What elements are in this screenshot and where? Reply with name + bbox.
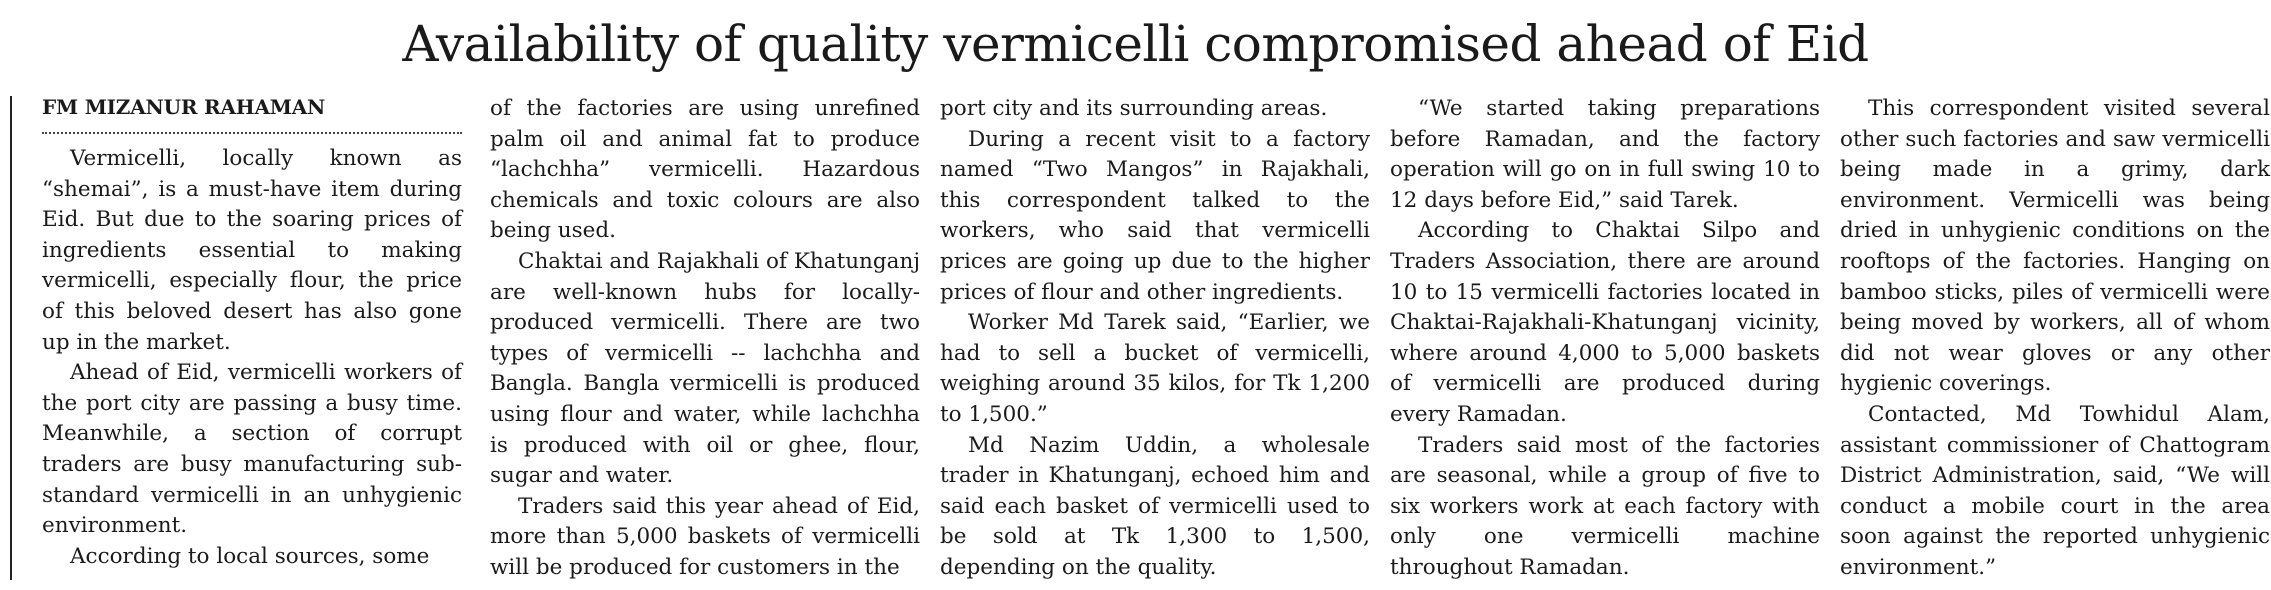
paragraph: Traders said most of the factories are seasonal, while a group of five to six workers work at each factory with only one vermicelli machine throughout Ramadan. bbox=[1390, 432, 1820, 580]
headline: Availability of quality vermicelli compromised ahead of Eid bbox=[402, 15, 1869, 73]
paragraph: Ahead of Eid, vermicelli workers of the port city are passing a busy time. Meanwhile, a section of corrupt traders are busy manufacturing sub-standard vermicelli in an unhygienic environment. bbox=[42, 360, 462, 539]
byline: FM MIZANUR RAHAMAN bbox=[42, 94, 462, 134]
paragraph: Worker Md Tarek said, “Earlier, we had to sell a bucket of vermicelli, weighing around 35 kilos, for Tk 1,200 to 1,500.” bbox=[940, 310, 1370, 427]
paragraph: Chaktai and Rajakhali of Khatunganj are well-known hubs for locally-produced vermicelli. There are two types of vermicelli -- lachchha and Bangla. Bangla vermicelli is produced using flour and water, while lachchha is produced with oil or ghee, flour, sugar and water. bbox=[490, 248, 920, 489]
article-column-4 bbox=[1390, 94, 1820, 584]
paragraph-continuation: port city and its surrounding areas. bbox=[940, 96, 1328, 121]
paragraph: Vermicelli, locally known as “shemai”, is a must-have item during Eid. But due to the soaring prices of ingredients essential to making vermicelli, especially flour, the price of this beloved desert has also gone up in the market. bbox=[42, 146, 462, 355]
article-column-1 bbox=[42, 94, 462, 572]
article-column-3 bbox=[940, 94, 1370, 584]
paragraph: Contacted, Md Towhidul Alam, assistant commissioner of Chattogram District Administration, said, “We will conduct a mobile court in the area soon against the reported unhygienic environment.” bbox=[1840, 401, 2270, 580]
paragraph: This correspondent visited several other such factories and saw vermicelli being made in a grimy, dark environment. Vermicelli was being dried in unhygienic conditions on the rooftops of the factories. Hanging on bamboo sticks, piles of vermicelli were being moved by workers, all of whom did not wear gloves or any other hygienic coverings. bbox=[1840, 96, 2270, 397]
paragraph: According to local sources, some bbox=[70, 543, 430, 569]
paragraph-continuation: of the factories are using unrefined palm oil and animal fat to produce “lachchha” vermicelli. Hazardous chemicals and toxic colours are also being used. bbox=[490, 96, 920, 244]
paragraph: Md Nazim Uddin, a wholesale trader in Khatunganj, echoed him and said each basket of vermicelli used to be sold at Tk 1,300 to 1,500, depending on the quality. bbox=[940, 432, 1370, 580]
article-column-2 bbox=[490, 94, 920, 584]
article-column-5 bbox=[1840, 94, 2270, 584]
paragraph: During a recent visit to a factory named “Two Mangos” in Rajakhali, this correspondent talked to the workers, who said that vermicelli prices are going up due to the higher prices of flour and other ingredients. bbox=[940, 126, 1370, 305]
paragraph: According to Chaktai Silpo and Traders Association, there are around 10 to 15 vermicelli factories located in Chaktai-Rajakhali-Khatunganj vicinity, where around 4,000 to 5,000 baskets of vermicelli are produced during every Ramadan. bbox=[1390, 218, 1820, 427]
left-column-rule bbox=[10, 96, 12, 580]
paragraph: “We started taking preparations before Ramadan, and the factory operation will go on in full swing 10 to 12 days before Eid,” said Tarek. bbox=[1390, 96, 1820, 213]
paragraph: Traders said this year ahead of Eid, more than 5,000 baskets of vermicelli will be produced for customers in the bbox=[490, 493, 920, 580]
